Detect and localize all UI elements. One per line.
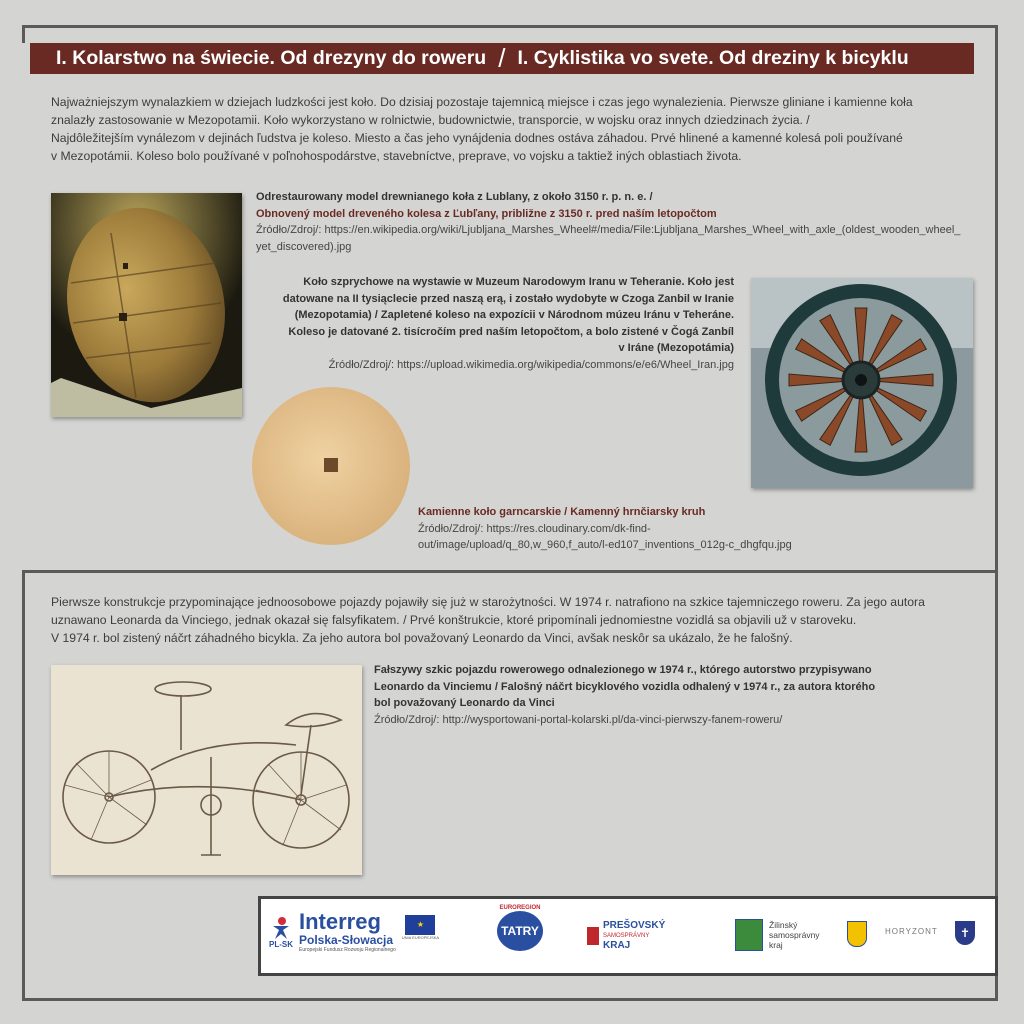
iran-caption-line: (Mezopotamia) / Zapletené koleso na expozícii v Národnom múzeu Iránu v Teheráne. xyxy=(294,309,734,321)
ljubljana-source-cont: yet_discovered).jpg xyxy=(256,240,352,253)
frame-left-lower-line xyxy=(22,570,25,1000)
section2-line: Pierwsze konstrukcje przypominające jednoosobowe pojazdy pojawiły się już w starożytności. W 1974 r. natrafiono na szkice tajemniczego roweru. Za jego autora xyxy=(51,595,925,609)
page-title-bar xyxy=(30,43,974,74)
section2-line: uznawano Leonarda da Vinciego, jednak okazał się falsyfikatem. / Prvé konštrukcie, ktoré pripomínali jednomiestne vozidlá sa objavili už v staroveku. xyxy=(51,613,857,627)
ljubljana-source: Źródło/Zdroj/: https://en.wikipedia.org/wiki/Ljubljana_Marshes_Wheel#/media/File:Ljubljana_Marshes_Wheel_with_axle_(oldest_wooden_wheel_ xyxy=(256,224,961,236)
iran-caption-line: datowane na II tysiąclecie przed naszą erą, i zostało wydobyte w Czoga Zanbil w Iranie xyxy=(282,292,734,305)
interreg-fund: Europejski Fundusz Rozwoju Regionalnego xyxy=(299,947,396,953)
euroregion-tatry-logo xyxy=(497,905,543,951)
zilina-line3: kraj xyxy=(769,940,783,950)
sketch-caption-line: Fałszywy szkic pojazdu rowerowego odnalezionego w 1974 r., którego autorstwo przypisywano xyxy=(374,664,872,676)
presov-region-logo xyxy=(587,921,665,951)
intro-paragraph xyxy=(51,93,976,165)
municipal-shield-icon xyxy=(847,921,867,947)
iran-caption-line: v Iráne (Mezopotámia) xyxy=(618,342,734,354)
iran-caption-line: Koło szprychowe na wystawie w Muzeum Narodowym Iranu w Teheranie. Koło jest xyxy=(303,276,734,288)
title-separator: / xyxy=(498,43,506,73)
sketch-source: Źródło/Zdroj/: http://wysportowani-portal-kolarski.pl/da-vinci-pierwszy-fanem-roweru/ xyxy=(374,713,783,726)
frame-right-upper-line xyxy=(995,25,998,572)
frame-middle-line xyxy=(22,570,998,573)
intro-line: Najważniejszym wynalazkiem w dziejach ludzkości jest koło. Do dzisiaj pozostaje tajemnicą miejsce i czas jego wynalezienia. Pierwsze gliniane i kamienne koła xyxy=(51,95,913,109)
presov-sub: SAMOSPRÁVNY xyxy=(603,933,650,939)
presov-coat-icon xyxy=(587,927,599,945)
plsk-person-icon xyxy=(269,916,293,940)
municipal-coat-logo xyxy=(847,921,867,947)
cross-shield-icon: ✝ xyxy=(955,921,975,945)
page-title-pl: I. Kolarstwo na świecie. Od drezyny do roweru xyxy=(56,47,487,69)
pottery-source: Źródło/Zdroj/: https://res.cloudinary.com/dk-find- xyxy=(418,522,651,535)
frame-bottom-line xyxy=(22,998,998,1001)
presov-kraj: KRAJ xyxy=(603,940,631,951)
frame-top-line xyxy=(22,25,996,28)
intro-line: v Mezopotámii. Koleso bolo používané v poľnohospodárstve, stavebníctve, preprave, vo vojsku a taktiež iných oblastiach života. xyxy=(51,149,742,163)
pottery-source-cont: out/image/upload/q_80,w_960,f_auto/l-ed107_inventions_012g-c_dhgfqu.jpg xyxy=(418,539,792,551)
intro-line: znalazły zastosowanie w Mezopotamii. Koło wykorzystano w rolnictwie, budownictwie, transporcie, w wojsku oraz innych dziedzinach życia. / xyxy=(51,113,810,127)
page-title-sk: I. Cyklistika vo svete. Od dreziny k bicyklu xyxy=(517,47,909,69)
zilina-region-logo xyxy=(735,919,820,951)
eu-label: UNIA EUROPEJSKA xyxy=(401,934,440,940)
bicycle-sketch-photo xyxy=(51,665,362,875)
sketch-caption-line: bol považovaný Leonardo da Vinci xyxy=(374,697,555,709)
zilina-line1: Žilinský xyxy=(769,920,798,930)
section2-paragraph xyxy=(51,593,976,647)
municipal-coat-logo-2 xyxy=(955,921,975,945)
partner-logo-strip xyxy=(258,896,998,976)
interreg-program: Polska-Słowacja xyxy=(299,933,394,947)
sketch-caption xyxy=(374,662,974,728)
zilina-line2: samosprávny xyxy=(769,930,820,940)
iran-source: Źródło/Zdroj/: https://upload.wikimedia.org/wikipedia/commons/e/e6/Wheel_Iran.jpg xyxy=(328,358,734,371)
plsk-label: PL-SK xyxy=(269,939,293,949)
pottery-title: Kamienne koło garncarskie / Kamenný hrnčiarsky kruh xyxy=(418,506,706,518)
intro-line: Najdôležitejším vynálezom v dejinách ľudstva je koleso. Miesto a čas jeho vynájdenia dodnes ostáva záhadou. Prvé hlinené a kamenné kolesá poli používané xyxy=(51,131,903,145)
interreg-wordmark: Interreg xyxy=(299,909,381,934)
section2-line: V 1974 r. bol zistený náčrt záhadného bicykla. Za jeho autora bol považovaný Leonardo da Vinci, avšak neskôr sa ukázalo, že he falošný. xyxy=(51,631,793,645)
horyzont-wordmark: HORYZONT xyxy=(885,927,938,936)
interreg-logo xyxy=(269,911,439,953)
sketch-caption-line: Leonardo da Vinciemu / Falošný náčrt bicyklového vozidla odhalený v 1974 r., za autora ktorého xyxy=(374,680,876,693)
iran-caption xyxy=(220,274,734,373)
ljubljana-wheel-photo xyxy=(51,193,242,417)
ljubljana-title-pl: Odrestaurowany model drewnianego koła z Lublany, z około 3150 r. p. n. e. / xyxy=(256,191,653,203)
euroregion-label: EUROREGION xyxy=(499,905,541,911)
horyzont-logo xyxy=(885,927,938,936)
tatry-badge: TATRY xyxy=(497,911,543,951)
pottery-caption xyxy=(418,504,818,554)
ljubljana-caption xyxy=(256,189,976,255)
ljubljana-title-sk: Obnovený model dreveného kolesa z Ľubľany, približne z 3150 r. pred naším letopočtom xyxy=(256,207,717,220)
iran-wheel-photo xyxy=(751,278,973,488)
presov-name: PREŠOVSKÝ xyxy=(603,920,666,931)
frame-left-upper-line xyxy=(22,25,25,43)
pottery-wheel-photo xyxy=(251,386,412,547)
zilina-coat-icon xyxy=(735,919,763,951)
iran-caption-line: Koleso je datované 2. tisícročím pred naším letopočtom, a bolo zistené v Čogá Zanbíl xyxy=(288,325,734,338)
eu-flag-icon: ★ xyxy=(405,915,435,935)
